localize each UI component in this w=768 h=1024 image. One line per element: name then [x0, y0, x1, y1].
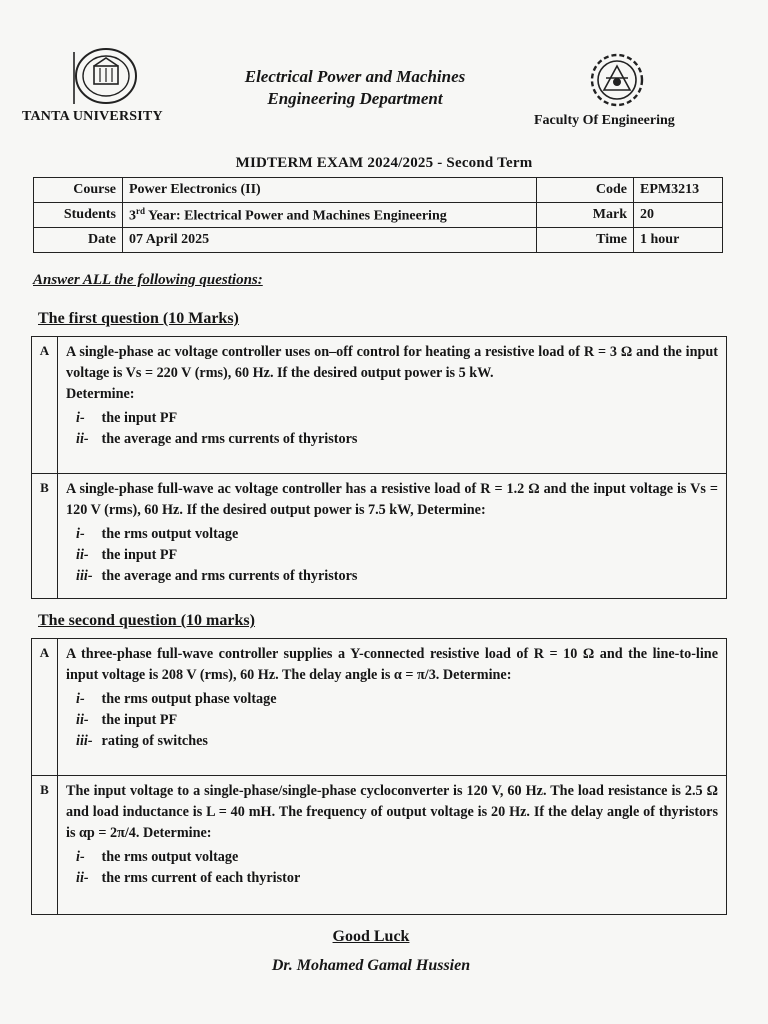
date-row [34, 228, 723, 253]
question-2b-text: The input voltage to a single-phase/single-phase cycloconverter is 120 V, 60 Hz. The load resistance is 2.5 Ω and load inductance is L = 40 mH. The frequency of output voltage is 20 Hz. If the delay angle of thyristors is αp = 2π/4. Determine: [66, 783, 718, 841]
question-2b [32, 775, 726, 914]
exam-title: MIDTERM EXAM 2024/2025 - Second Term [235, 155, 533, 171]
question-1b-items [66, 524, 718, 587]
list-item: ii- the input PF [76, 712, 178, 728]
university-emblem-icon [68, 44, 144, 106]
question-1-box [31, 336, 727, 599]
list-item: iii- rating of switches [76, 733, 208, 749]
question-1a-determine: Determine: [66, 386, 135, 402]
mark-value: 20 [634, 203, 723, 228]
students-row [34, 203, 723, 228]
list-item: iii- the average and rms currents of thyristors [76, 568, 358, 584]
exam-info-table [33, 177, 723, 253]
question-2a-items [66, 689, 718, 752]
students-label: Students [34, 203, 123, 228]
university-name: TANTA UNIVERSITY [22, 109, 163, 124]
time-value: 1 hour [634, 228, 723, 253]
students-year-suffix: rd [136, 205, 145, 216]
question-1b [32, 473, 726, 598]
question-1b-body [58, 474, 726, 593]
question-2b-items [66, 847, 718, 889]
department-line-1: Electrical Power and Machines [244, 67, 466, 86]
question-2b-body [58, 776, 726, 895]
faculty-name: Faculty Of Engineering [534, 113, 675, 128]
question-2a-letter: A [32, 639, 58, 775]
question-1a-letter: A [32, 337, 58, 473]
question-1-heading: The first question (10 Marks) [38, 310, 239, 327]
question-1b-letter: B [32, 474, 58, 598]
list-item: ii- the rms current of each thyristor [76, 870, 301, 886]
list-item: ii- the average and rms currents of thyristors [76, 431, 358, 447]
good-luck-text: Good Luck [332, 928, 410, 945]
department-line-2: Engineering Department [267, 89, 443, 108]
date-value: 07 April 2025 [123, 228, 537, 253]
code-label: Code [537, 178, 634, 203]
list-item: i- the rms output phase voltage [76, 691, 277, 707]
question-2b-letter: B [32, 776, 58, 914]
course-value: Power Electronics (II) [123, 178, 537, 203]
course-row [34, 178, 723, 203]
code-value: EPM3213 [634, 178, 723, 203]
course-label: Course [34, 178, 123, 203]
question-2a [32, 639, 726, 775]
question-1a [32, 337, 726, 473]
question-1a-text: A single-phase ac voltage controller uses on–off control for heating a resistive load of R = 3 Ω and the input voltage is Vs = 220 V (rms), 60 Hz. If the desired output power is 5 kW. [66, 344, 718, 381]
instruction-text: Answer ALL the following questions: [33, 272, 263, 288]
question-2a-body [58, 639, 726, 758]
faculty-gear-emblem-icon [584, 52, 650, 108]
list-item: i- the rms output voltage [76, 849, 239, 865]
department-title [190, 66, 520, 110]
time-label: Time [537, 228, 634, 253]
question-1a-items [66, 408, 718, 450]
mark-label: Mark [537, 203, 634, 228]
students-value [123, 203, 537, 228]
students-program: Year: Electrical Power and Machines Engineering [145, 208, 447, 224]
author-name: Dr. Mohamed Gamal Hussien [271, 957, 471, 974]
question-1a-body [58, 337, 726, 456]
list-item: i- the rms output voltage [76, 526, 239, 542]
question-2-box [31, 638, 727, 915]
list-item: ii- the input PF [76, 547, 178, 563]
students-year-number: 3 [129, 208, 136, 224]
list-item: i- the input PF [76, 410, 178, 426]
date-label: Date [34, 228, 123, 253]
question-1b-text: A single-phase full-wave ac voltage controller has a resistive load of R = 1.2 Ω and the input voltage is Vs = 120 V (rms), 60 Hz. If the desired output power is 7.5 kW, Determine: [66, 481, 718, 518]
question-2-heading: The second question (10 marks) [38, 612, 255, 629]
question-2a-text: A three-phase full-wave controller supplies a Y-connected resistive load of R = 10 Ω and the line-to-line input voltage is 208 V (rms), 60 Hz. The delay angle is α = π/3. Determine: [66, 646, 718, 683]
